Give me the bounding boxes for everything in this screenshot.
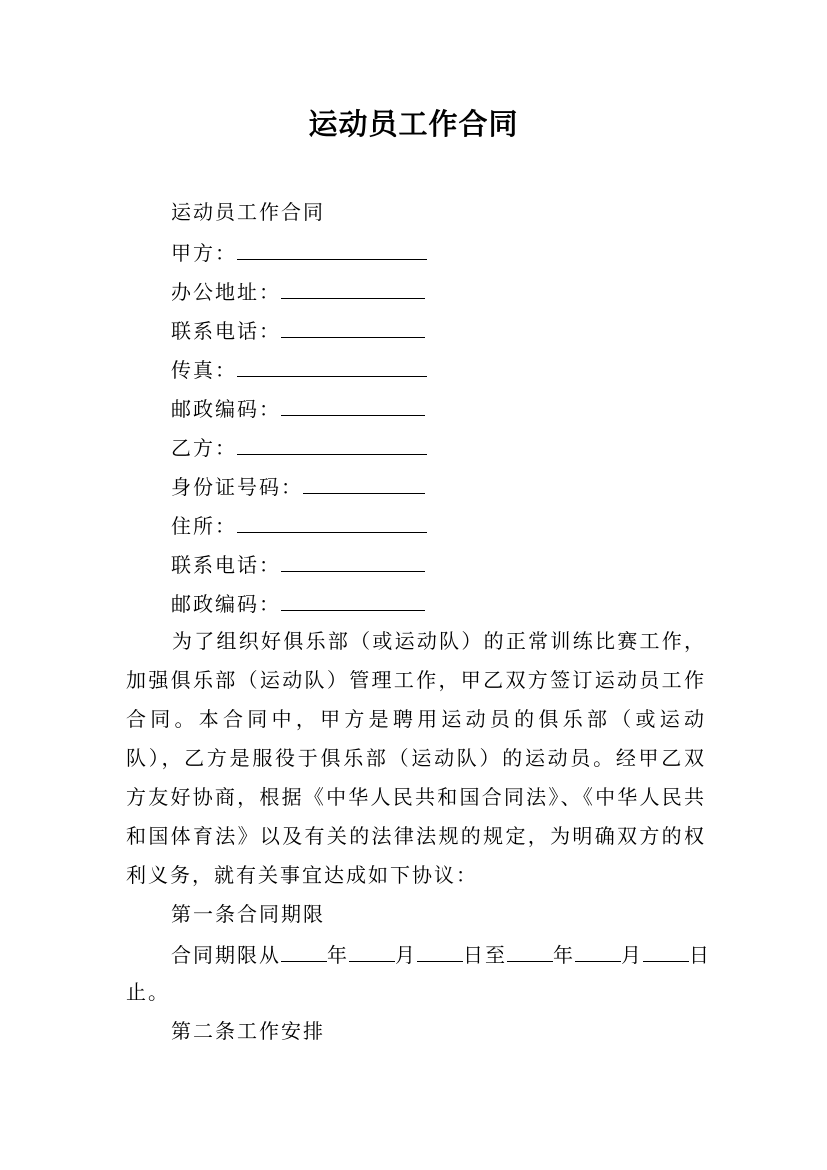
field-fax bbox=[171, 354, 427, 384]
term-year-1: 年 bbox=[327, 943, 349, 967]
field-phone-a bbox=[171, 315, 425, 345]
blank-line bbox=[281, 315, 425, 338]
field-id-number bbox=[171, 471, 425, 501]
field-label: 联系电话： bbox=[171, 553, 281, 577]
intro-paragraph: 为了组织好俱乐部（或运动队）的正常训练比赛工作，加强俱乐部（运动队）管理工作，甲乙双方签订运动员工作合同。本合同中，甲方是聘用运动员的俱乐部（或运动队），乙方是服役于俱乐部（运动队）的运动员。经甲乙双方友好协商，根据《中华人民共和国合同法》、《中华人民共和国体育法》以及有关的法律法规的规定，为明确双方的权利义务，就有关事宜达成如下协议： bbox=[126, 629, 706, 887]
field-label: 邮政编码： bbox=[171, 592, 281, 616]
field-label: 邮政编码： bbox=[171, 397, 281, 421]
blank-line bbox=[237, 510, 427, 533]
blank-line bbox=[237, 432, 427, 455]
blank-line bbox=[349, 939, 395, 962]
field-office-address bbox=[171, 276, 425, 306]
field-label: 乙方： bbox=[171, 436, 237, 460]
blank-line bbox=[281, 939, 327, 962]
term-month-1: 月 bbox=[395, 943, 417, 967]
field-postcode-b bbox=[171, 588, 425, 618]
term-year-2: 年 bbox=[553, 943, 575, 967]
article-2-heading: 第二条工作安排 bbox=[171, 1019, 325, 1043]
blank-line bbox=[237, 237, 427, 260]
blank-line bbox=[281, 393, 425, 416]
field-party-b bbox=[171, 432, 427, 462]
document-title: 运动员工作合同 bbox=[308, 107, 519, 141]
contract-term-end: 止。 bbox=[126, 980, 170, 1004]
field-postcode-a bbox=[171, 393, 425, 423]
blank-line bbox=[281, 276, 425, 299]
term-day-1: 日至 bbox=[463, 943, 507, 967]
term-day-2: 日 bbox=[689, 943, 711, 967]
term-prefix: 合同期限从 bbox=[171, 943, 281, 967]
field-label: 办公地址： bbox=[171, 280, 281, 304]
field-phone-b bbox=[171, 549, 425, 579]
field-label: 甲方： bbox=[171, 241, 237, 265]
blank-line bbox=[507, 939, 553, 962]
field-residence bbox=[171, 510, 427, 540]
field-label: 身份证号码： bbox=[171, 475, 303, 499]
blank-line bbox=[303, 471, 425, 494]
field-label: 住所： bbox=[171, 514, 237, 538]
article-1-heading: 第一条合同期限 bbox=[171, 902, 325, 926]
blank-line bbox=[281, 588, 425, 611]
blank-line bbox=[281, 549, 425, 572]
blank-line bbox=[643, 939, 689, 962]
field-label: 传真： bbox=[171, 358, 237, 382]
blank-line bbox=[417, 939, 463, 962]
term-month-2: 月 bbox=[621, 943, 643, 967]
contract-term-line bbox=[171, 939, 711, 969]
blank-line bbox=[237, 354, 427, 377]
blank-line bbox=[575, 939, 621, 962]
field-party-a bbox=[171, 237, 427, 267]
field-label: 联系电话： bbox=[171, 319, 281, 343]
document-subtitle: 运动员工作合同 bbox=[171, 200, 325, 224]
